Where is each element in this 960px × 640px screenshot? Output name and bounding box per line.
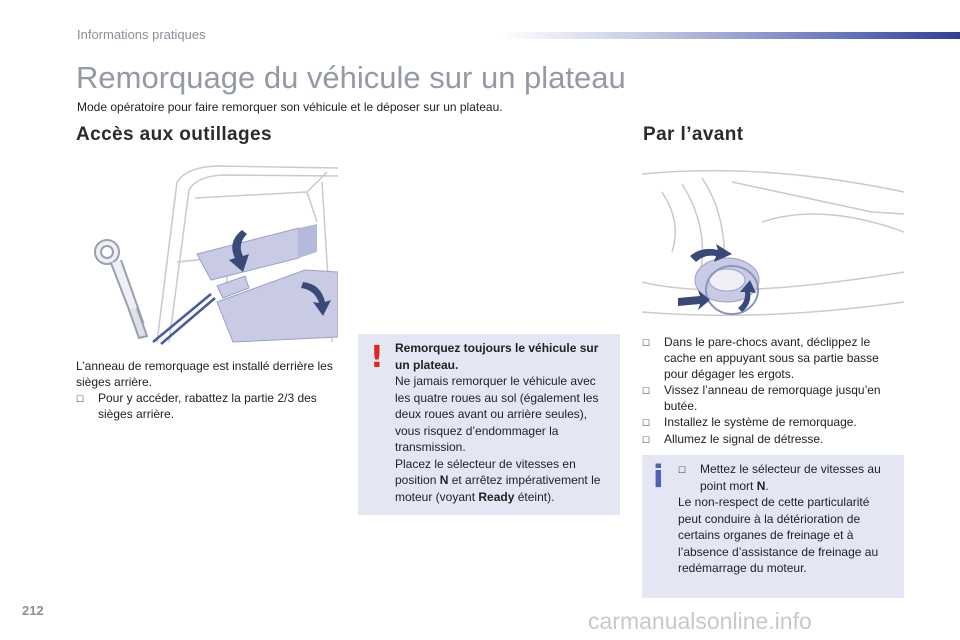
page-subtitle: Mode opératoire pour faire remorquer son véhicule et le déposer sur un plateau. (77, 100, 503, 114)
warning-text (395, 340, 610, 505)
warning-line2: Placez le sélecteur de vitesses en position N et arrêtez impérativement le moteur (voyant Ready éteint). (395, 456, 601, 504)
list-item: ☐ Mettez le sélecteur de vitesses au point mort N. (678, 462, 881, 493)
bullet-square-icon: ☐ (642, 338, 651, 348)
front-steps (642, 334, 898, 448)
illustration-rear-seat (77, 162, 338, 346)
tool-access-text (76, 358, 344, 422)
warning-line1: Ne jamais remorquer le véhicule avec les quatre roues au sol (également les deux roues avant ou arrière seules), vous risquez d’endommager la transmission. (395, 374, 599, 454)
bullet-square-icon: ☐ (76, 394, 85, 404)
heading-tool-access: Accès aux outillages (76, 124, 272, 145)
header-gradient-bar (500, 32, 960, 39)
page-number: 212 (22, 603, 44, 618)
exclamation-icon: ! (370, 340, 384, 375)
list-item: ☐ Allumez le signal de détresse. (642, 432, 824, 446)
info-text (678, 461, 894, 577)
bullet-square-icon: ☐ (678, 465, 687, 475)
watermark: carmanualsonline.info (588, 608, 812, 634)
list-item: ☐ Installez le système de remorquage. (642, 415, 857, 429)
bullet-square-icon: ☐ (642, 435, 651, 445)
page-title: Remorquage du véhicule sur un plateau (76, 60, 626, 95)
section-label: Informations pratiques (77, 27, 206, 42)
info-box (642, 455, 904, 598)
bullet-square-icon: ☐ (642, 418, 651, 428)
list-item: ☐ Dans le pare-chocs avant, déclippez le cache en appuyant sous sa partie basse pour dégager les ergots. (642, 335, 879, 381)
list-item: ☐ Vissez l’anneau de remorquage jusqu’en butée. (642, 383, 881, 413)
info-note: Le non-respect de cette particularité peut conduire à la détérioration de certains organes de freinage et à l’absence d’assistance de freinage au redémarrage du moteur. (678, 495, 879, 575)
tool-access-intro: L’anneau de remorquage est installé derrière les sièges arrière. (76, 359, 333, 389)
seat-back (197, 224, 317, 280)
bullet-square-icon: ☐ (642, 386, 651, 396)
warning-title: Remorquez toujours le véhicule sur un plateau. (395, 341, 599, 372)
info-icon: i (653, 459, 664, 495)
towing-eye-icon (95, 240, 147, 338)
list-item: ☐ Pour y accéder, rabattez la partie 2/3 des sièges arrière. (76, 391, 317, 421)
illustration-front-bumper (642, 162, 904, 328)
heading-front: Par l’avant (643, 124, 744, 145)
warning-box (358, 334, 620, 515)
